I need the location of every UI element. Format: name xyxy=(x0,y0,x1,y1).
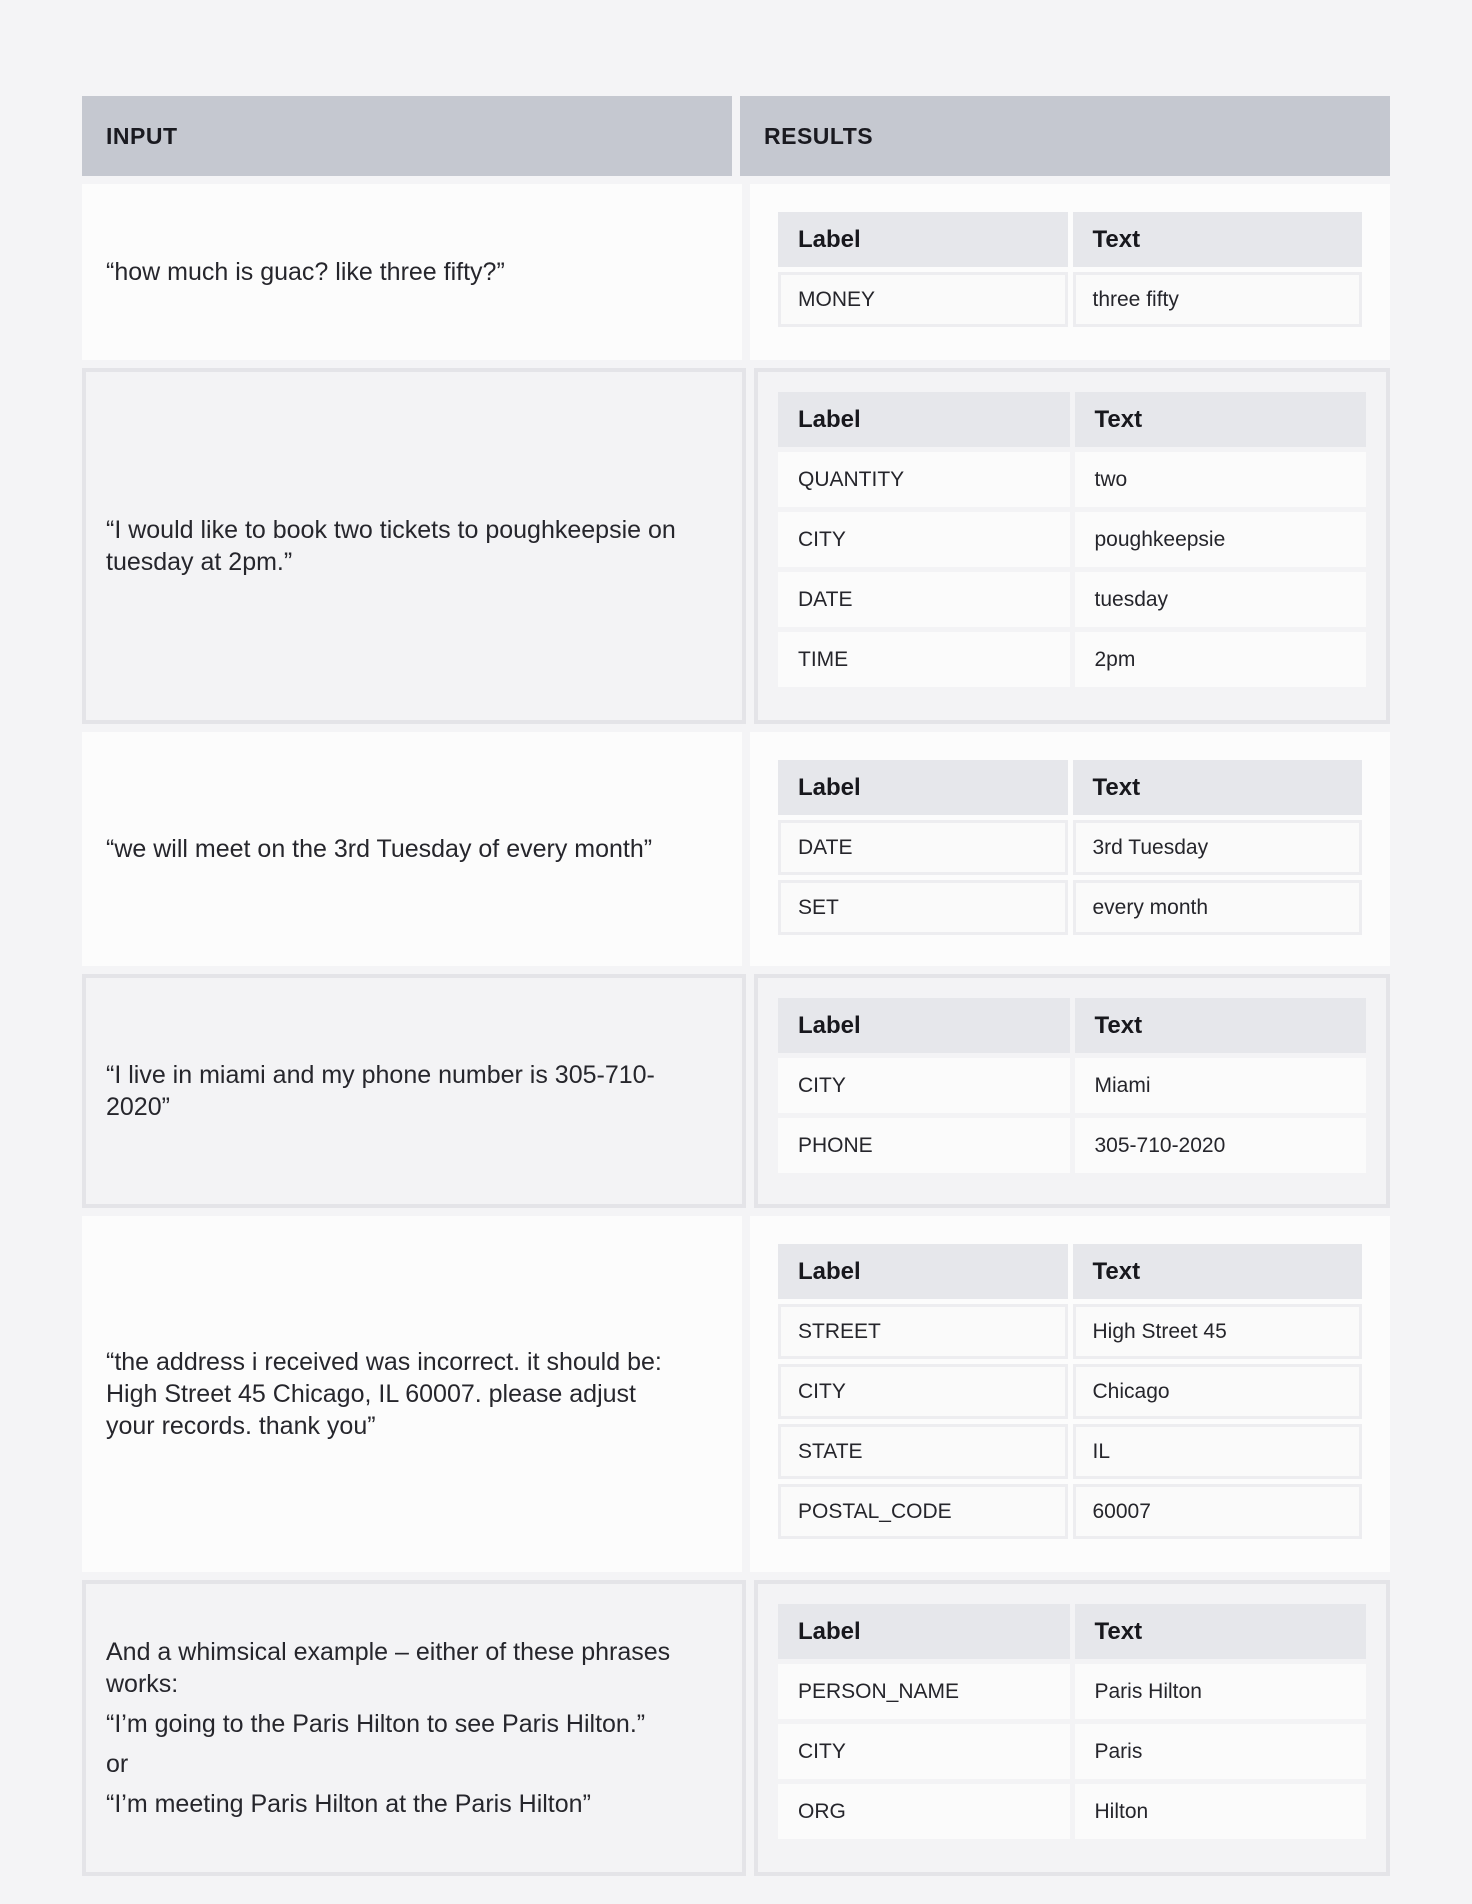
input-cell xyxy=(82,1580,746,1876)
input-text: “I’m going to the Paris Hilton to see Paris Hilton.” xyxy=(106,1710,646,1738)
result-label: CITY xyxy=(778,1724,1070,1779)
results-cell xyxy=(754,974,1390,1208)
input-cell xyxy=(82,732,742,966)
result-text: Chicago xyxy=(1073,1364,1363,1419)
results-table xyxy=(778,392,1366,687)
table-header xyxy=(82,96,1390,176)
result-row xyxy=(778,1304,1362,1359)
result-row xyxy=(778,1784,1366,1839)
results-header-label: Label xyxy=(778,212,1068,267)
results-cell xyxy=(754,1580,1390,1876)
results-table-header xyxy=(778,392,1366,447)
result-label: QUANTITY xyxy=(778,452,1070,507)
input-text: “I’m meeting Paris Hilton at the Paris Hilton” xyxy=(106,1790,591,1818)
table-row xyxy=(82,1580,1390,1876)
results-header-text: Text xyxy=(1073,1244,1363,1299)
result-label: MONEY xyxy=(778,272,1068,327)
entity-extraction-table xyxy=(82,96,1390,1884)
result-text: tuesday xyxy=(1075,572,1367,627)
result-row xyxy=(778,1364,1362,1419)
results-table xyxy=(778,212,1362,327)
input-text: “I live in miami and my phone number is 305-710-2020” xyxy=(106,1061,655,1121)
input-cell xyxy=(82,974,746,1208)
result-label: CITY xyxy=(778,1058,1070,1113)
result-text: 60007 xyxy=(1073,1484,1363,1539)
results-header-label: Label xyxy=(778,760,1068,815)
table-row xyxy=(82,1216,1390,1572)
results-header-label: Label xyxy=(778,1244,1068,1299)
results-table-header xyxy=(778,1604,1366,1659)
result-label: CITY xyxy=(778,512,1070,567)
result-text: two xyxy=(1075,452,1367,507)
result-label: CITY xyxy=(778,1364,1068,1419)
result-label: DATE xyxy=(778,572,1070,627)
result-row xyxy=(778,1664,1366,1719)
results-header-text: Text xyxy=(1075,392,1367,447)
results-header-label: Label xyxy=(778,392,1070,447)
results-table xyxy=(778,760,1362,935)
result-row xyxy=(778,512,1366,567)
results-table-header xyxy=(778,998,1366,1053)
result-label: TIME xyxy=(778,632,1070,687)
input-text: “how much is guac? like three fifty?” xyxy=(106,258,505,286)
result-label: PERSON_NAME xyxy=(778,1664,1070,1719)
results-cell xyxy=(754,368,1390,724)
results-table-header xyxy=(778,212,1362,267)
result-label: STATE xyxy=(778,1424,1068,1479)
result-label: PHONE xyxy=(778,1118,1070,1173)
results-cell xyxy=(750,184,1390,360)
result-text: Paris xyxy=(1075,1724,1367,1779)
result-row xyxy=(778,1118,1366,1173)
results-table-header xyxy=(778,1244,1362,1299)
input-text: “I would like to book two tickets to poughkeepsie on tuesday at 2pm.” xyxy=(106,516,676,576)
table-row xyxy=(82,368,1390,724)
result-text: High Street 45 xyxy=(1073,1304,1363,1359)
result-label: ORG xyxy=(778,1784,1070,1839)
result-row xyxy=(778,572,1366,627)
input-text: “we will meet on the 3rd Tuesday of every month” xyxy=(106,835,653,863)
result-row xyxy=(778,1484,1362,1539)
input-cell xyxy=(82,184,742,360)
result-row xyxy=(778,452,1366,507)
table-body xyxy=(82,184,1390,1876)
result-text: Miami xyxy=(1075,1058,1367,1113)
results-table xyxy=(778,998,1366,1173)
results-table xyxy=(778,1604,1366,1839)
input-cell xyxy=(82,1216,742,1572)
result-text: IL xyxy=(1073,1424,1363,1479)
result-row xyxy=(778,880,1362,935)
results-header-text: Text xyxy=(1075,1604,1367,1659)
result-text: 3rd Tuesday xyxy=(1073,820,1363,875)
result-label: DATE xyxy=(778,820,1068,875)
results-header-label: Label xyxy=(778,998,1070,1053)
results-header-label: Label xyxy=(778,1604,1070,1659)
result-row xyxy=(778,632,1366,687)
input-column-header: INPUT xyxy=(82,96,732,176)
result-label: POSTAL_CODE xyxy=(778,1484,1068,1539)
result-text: three fifty xyxy=(1073,272,1363,327)
results-cell xyxy=(750,732,1390,966)
result-text: 2pm xyxy=(1075,632,1367,687)
results-cell xyxy=(750,1216,1390,1572)
results-column-header: RESULTS xyxy=(740,96,1390,176)
result-row xyxy=(778,820,1362,875)
result-text: Paris Hilton xyxy=(1075,1664,1367,1719)
results-table xyxy=(778,1244,1362,1539)
table-row xyxy=(82,974,1390,1208)
result-text: Hilton xyxy=(1075,1784,1367,1839)
result-text: poughkeepsie xyxy=(1075,512,1367,567)
result-label: STREET xyxy=(778,1304,1068,1359)
result-row xyxy=(778,272,1362,327)
results-header-text: Text xyxy=(1073,760,1363,815)
results-header-text: Text xyxy=(1073,212,1363,267)
input-text: And a whimsical example – either of these phrases works: xyxy=(106,1638,671,1698)
result-row xyxy=(778,1424,1362,1479)
results-header-text: Text xyxy=(1075,998,1367,1053)
result-text: every month xyxy=(1073,880,1363,935)
input-text: “the address i received was incorrect. it should be: High Street 45 Chicago, IL 60007. please adjust your records. thank you” xyxy=(106,1348,662,1440)
table-row xyxy=(82,184,1390,360)
input-cell xyxy=(82,368,746,724)
result-row xyxy=(778,1058,1366,1113)
result-row xyxy=(778,1724,1366,1779)
result-text: 305-710-2020 xyxy=(1075,1118,1367,1173)
result-label: SET xyxy=(778,880,1068,935)
input-text: or xyxy=(106,1750,129,1778)
results-table-header xyxy=(778,760,1362,815)
table-row xyxy=(82,732,1390,966)
